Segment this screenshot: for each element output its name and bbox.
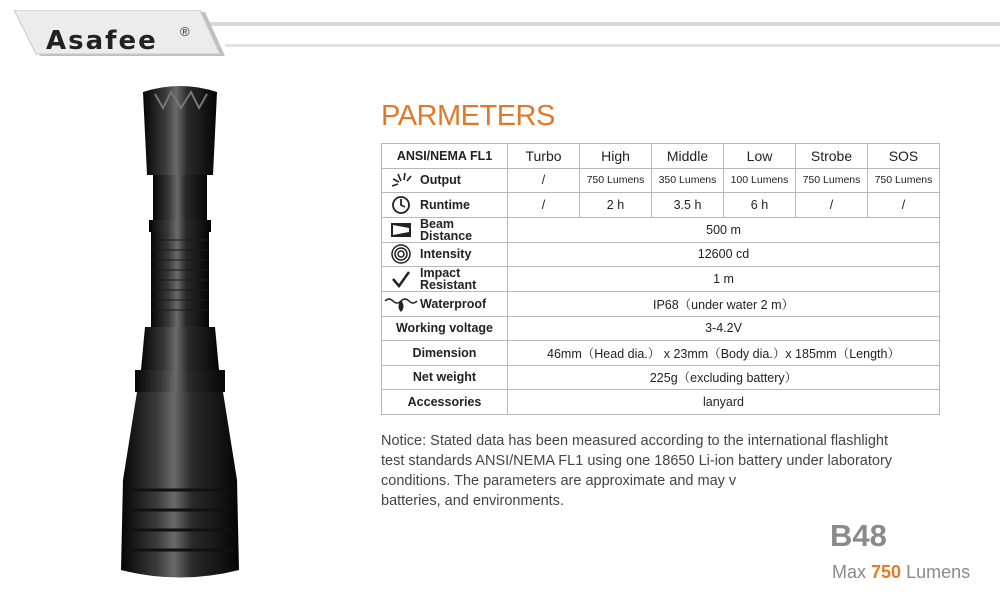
clock-icon — [382, 195, 420, 215]
table-row-output — [382, 168, 940, 193]
table-row-dimension — [382, 341, 940, 366]
header-strobe: Strobe — [796, 144, 868, 169]
output-high: 750 Lumens — [580, 168, 652, 193]
voltage-value: 3-4.2V — [508, 316, 940, 341]
row-label-dimension: Dimension — [382, 341, 508, 366]
accessories-value: lanyard — [508, 390, 940, 415]
row-label-runtime: Runtime — [420, 197, 470, 212]
header-standard: ANSI/NEMA FL1 — [382, 144, 508, 169]
notice-line: conditions. The parameters are approximate and may v — [381, 473, 737, 489]
model-name: B48 — [830, 518, 887, 553]
intensity-icon — [382, 244, 420, 264]
table-row-accessories — [382, 390, 940, 415]
row-label-beam-1: Beam — [420, 216, 455, 231]
row-label-impact-1: Impact — [420, 266, 461, 280]
row-label-accessories: Accessories — [382, 390, 508, 415]
runtime-turbo: / — [508, 193, 580, 218]
header-turbo: Turbo — [508, 144, 580, 169]
weight-value: 225g（excluding battery） — [508, 365, 940, 390]
table-header-row — [382, 144, 940, 169]
header-sos: SOS — [868, 144, 940, 169]
runtime-strobe: / — [796, 193, 868, 218]
water-drop-icon — [382, 295, 420, 313]
page-title: PARMETERS — [381, 100, 555, 132]
output-middle: 350 Lumens — [652, 168, 724, 193]
tagline-prefix: Max — [832, 562, 867, 582]
brand-name: Asafee — [46, 26, 158, 56]
row-label-waterproof: Waterproof — [420, 296, 487, 311]
beam-distance-icon — [382, 222, 420, 238]
runtime-low: 6 h — [724, 193, 796, 218]
dimension-value: 46mm（Head dia.） x 23mm（Body dia.）x 185mm（Length） — [508, 341, 940, 366]
waterproof-value: IP68（under water 2 m） — [508, 292, 940, 317]
notice-line: test standards ANSI/NEMA FL1 using one 18650 Li-ion battery under laboratory — [381, 453, 893, 469]
spec-table — [381, 143, 940, 415]
table-row-voltage — [382, 316, 940, 341]
table-row-weight — [382, 365, 940, 390]
row-label-voltage: Working voltage — [382, 316, 508, 341]
header-high: High — [580, 144, 652, 169]
flashlight-image — [115, 80, 245, 585]
brand-logo — [0, 10, 232, 60]
beam-value: 500 m — [508, 217, 940, 242]
table-row-intensity — [382, 242, 940, 267]
row-label-impact-2: Resistant — [420, 278, 477, 292]
tagline-suffix: Lumens — [906, 562, 971, 582]
runtime-sos: / — [868, 193, 940, 218]
output-sos: 750 Lumens — [868, 168, 940, 193]
header-rule-lower — [225, 44, 1000, 47]
tagline-value: 750 — [871, 562, 902, 582]
max-lumens-tagline — [832, 562, 970, 583]
impact-value: 1 m — [508, 267, 940, 292]
output-strobe: 750 Lumens — [796, 168, 868, 193]
output-turbo: / — [508, 168, 580, 193]
row-label-beam-2: Distance — [420, 228, 473, 243]
brand-registered-mark: ® — [180, 24, 190, 39]
notice-line: batteries, and environments. — [381, 493, 564, 509]
light-burst-icon — [382, 172, 420, 188]
table-row-beam — [382, 217, 940, 242]
notice-line: Notice: Stated data has been measured according to the international flashlight — [381, 433, 889, 449]
row-label-intensity: Intensity — [420, 247, 472, 262]
row-label-output: Output — [420, 173, 461, 188]
row-label-weight: Net weight — [382, 365, 508, 390]
header-rule — [200, 22, 1000, 26]
impact-check-icon — [382, 269, 420, 289]
output-low: 100 Lumens — [724, 168, 796, 193]
intensity-value: 12600 cd — [508, 242, 940, 267]
table-row-waterproof — [382, 292, 940, 317]
table-row-runtime — [382, 193, 940, 218]
runtime-high: 2 h — [580, 193, 652, 218]
notice-text — [381, 431, 941, 511]
table-row-impact — [382, 267, 940, 292]
header-middle: Middle — [652, 144, 724, 169]
header-low: Low — [724, 144, 796, 169]
runtime-middle: 3.5 h — [652, 193, 724, 218]
